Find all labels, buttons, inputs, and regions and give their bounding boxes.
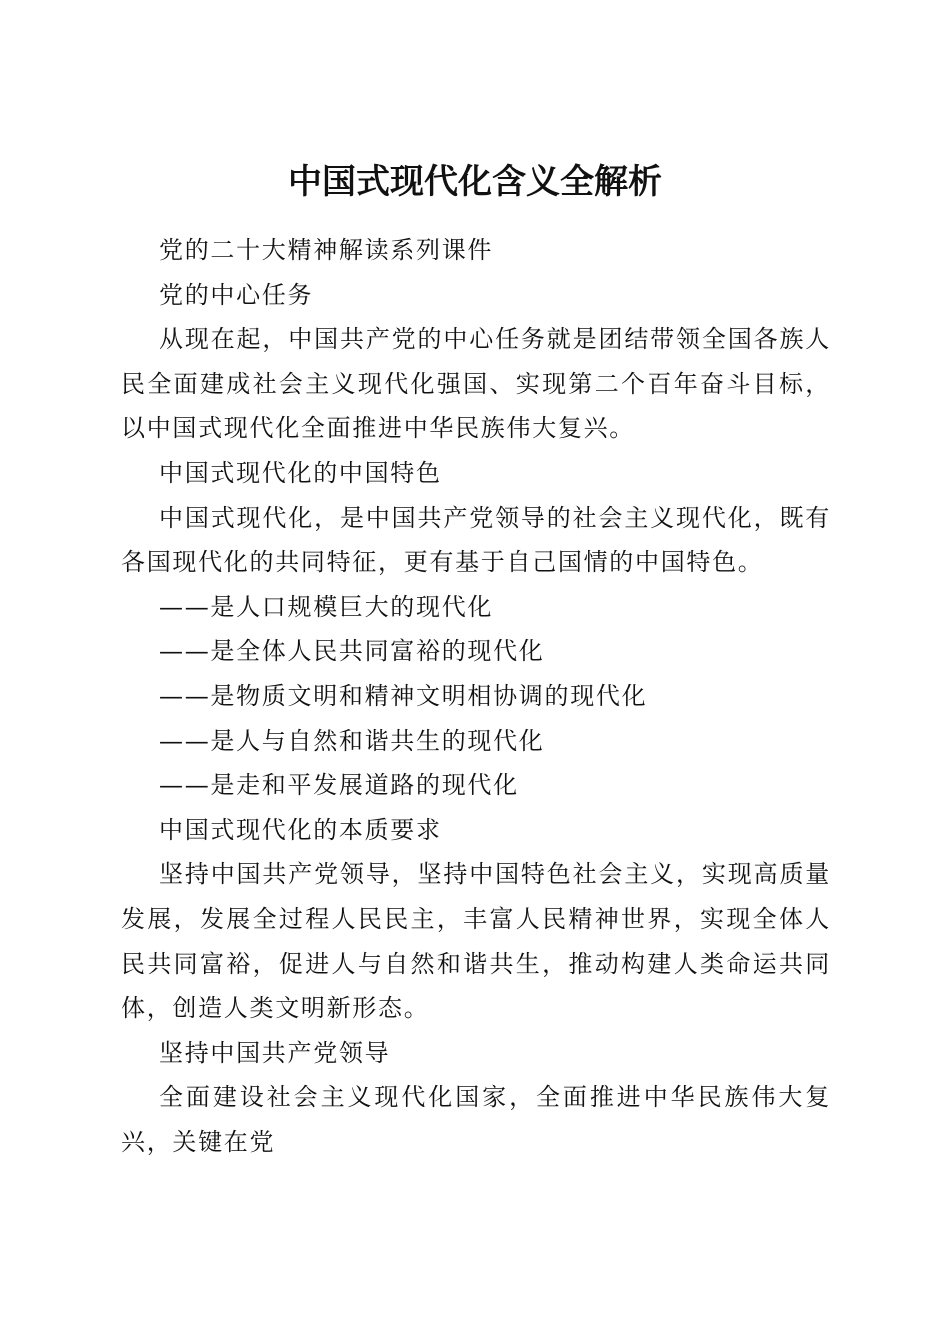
paragraph-party-leadership: 全面建设社会主义现代化国家，全面推进中华民族伟大复兴，关键在党 [121, 1083, 831, 1156]
feature-item-2: ——是全体人民共同富裕的现代化 [159, 637, 545, 666]
feature-item-5: ——是走和平发展道路的现代化 [159, 771, 519, 800]
heading-essential-requirements: 中国式现代化的本质要求 [159, 815, 442, 844]
heading-chinese-features: 中国式现代化的中国特色 [159, 458, 442, 487]
heading-central-task: 党的中心任务 [159, 280, 314, 309]
paragraph-essential-requirements: 坚持中国共产党领导，坚持中国特色社会主义，实现高质量发展，发展全过程人民民主，丰富人民精神世界，实现全体人民共同富裕，促进人与自然和谐共生，推动构建人类命运共同体，创造人类文明新形态。 [121, 860, 831, 1023]
paragraph-series-label: 党的二十大精神解读系列课件 [159, 236, 494, 264]
feature-item-1: ——是人口规模巨大的现代化 [159, 592, 494, 621]
paragraph-chinese-features: 中国式现代化，是中国共产党领导的社会主义现代化，既有各国现代化的共同特征，更有基于自己国情的中国特色。 [121, 503, 831, 577]
heading-party-leadership: 坚持中国共产党领导 [159, 1038, 391, 1067]
feature-item-3: ——是物质文明和精神文明相协调的现代化 [159, 681, 648, 710]
feature-item-4: ——是人与自然和谐共生的现代化 [159, 726, 545, 755]
paragraph-central-task: 从现在起，中国共产党的中心任务就是团结带领全国各族人民全面建成社会主义现代化强国、实现第二个百年奋斗目标，以中国式现代化全面推进中华民族伟大复兴。 [121, 325, 831, 443]
document-body [121, 228, 831, 1164]
document-title: 中国式现代化含义全解析 [288, 161, 662, 202]
